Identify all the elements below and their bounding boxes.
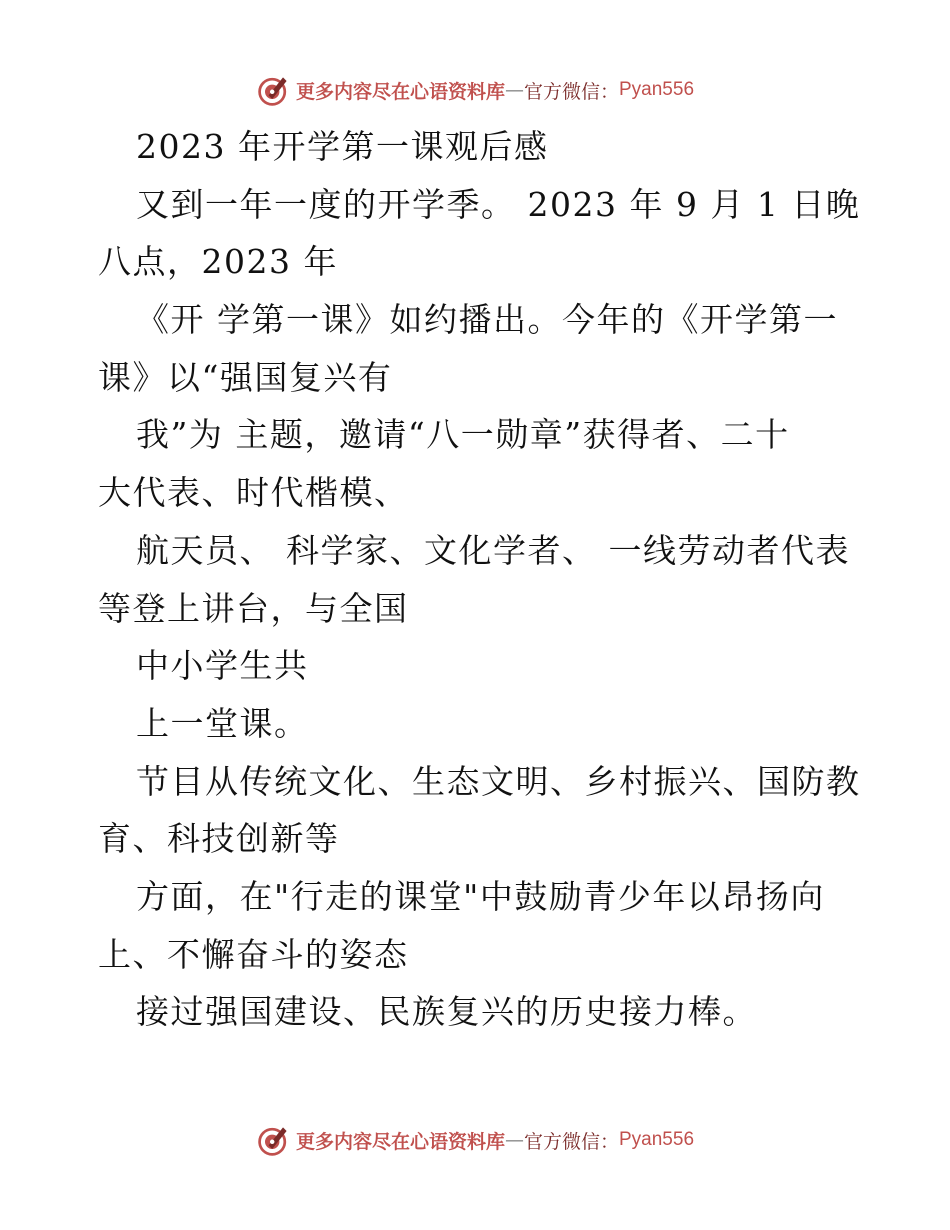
footer-banner-title: 更多内容尽在心语资料库 <box>295 1130 505 1153</box>
paragraph-line: 方面，在"行走的课堂"中鼓励青少年以昂扬向 <box>136 876 825 916</box>
paragraph-line: 我”为 主题，邀请“八一勋章”获得者、二十 <box>136 415 790 455</box>
pen-nib-logo-icon <box>256 1122 292 1158</box>
paragraph-line: 又到一年一度的开学季。 2023 年 9 月 1 日晚 <box>136 184 861 224</box>
document-body <box>98 118 861 1041</box>
footer-banner <box>0 1118 950 1162</box>
header-banner <box>0 68 950 112</box>
footer-banner-separator: — <box>504 1129 524 1151</box>
paragraph-line: 航天员、 科学家、文化学者、 一线劳动者代表 <box>136 530 850 570</box>
footer-banner-wechat-label: 官方微信： <box>523 1130 619 1153</box>
paragraph-line: 课》以“强国复兴有 <box>98 357 393 397</box>
document-title: 2023 年开学第一课观后感 <box>136 127 549 166</box>
banner-separator: — <box>504 79 524 101</box>
paragraph-line: 等登上讲台，与全国 <box>98 588 409 628</box>
paragraph-line: 《开 学第一课》如约播出。今年的《开学第一 <box>136 300 838 340</box>
paragraph-line: 大代表、时代楷模、 <box>98 473 409 513</box>
paragraph-line: 节目从传统文化、生态文明、乡村振兴、国防教 <box>136 761 861 801</box>
banner-title: 更多内容尽在心语资料库 <box>295 80 505 103</box>
paragraph-line: 育、科技创新等 <box>98 819 340 859</box>
paragraph-line: 中小学生共 <box>136 646 309 686</box>
paragraph-line: 上一堂课。 <box>136 703 309 743</box>
paragraph-line: 八点，2023 年 <box>98 242 338 282</box>
footer-banner-wechat-id: Pyan556 <box>619 1129 695 1150</box>
paragraph-line: 上、不懈奋斗的姿态 <box>98 934 409 974</box>
banner-wechat-label: 官方微信： <box>523 80 619 103</box>
pen-nib-logo-icon <box>256 72 292 108</box>
banner-wechat-id: Pyan556 <box>619 79 695 100</box>
paragraph-line: 接过强国建设、民族复兴的历史接力棒。 <box>136 992 757 1032</box>
